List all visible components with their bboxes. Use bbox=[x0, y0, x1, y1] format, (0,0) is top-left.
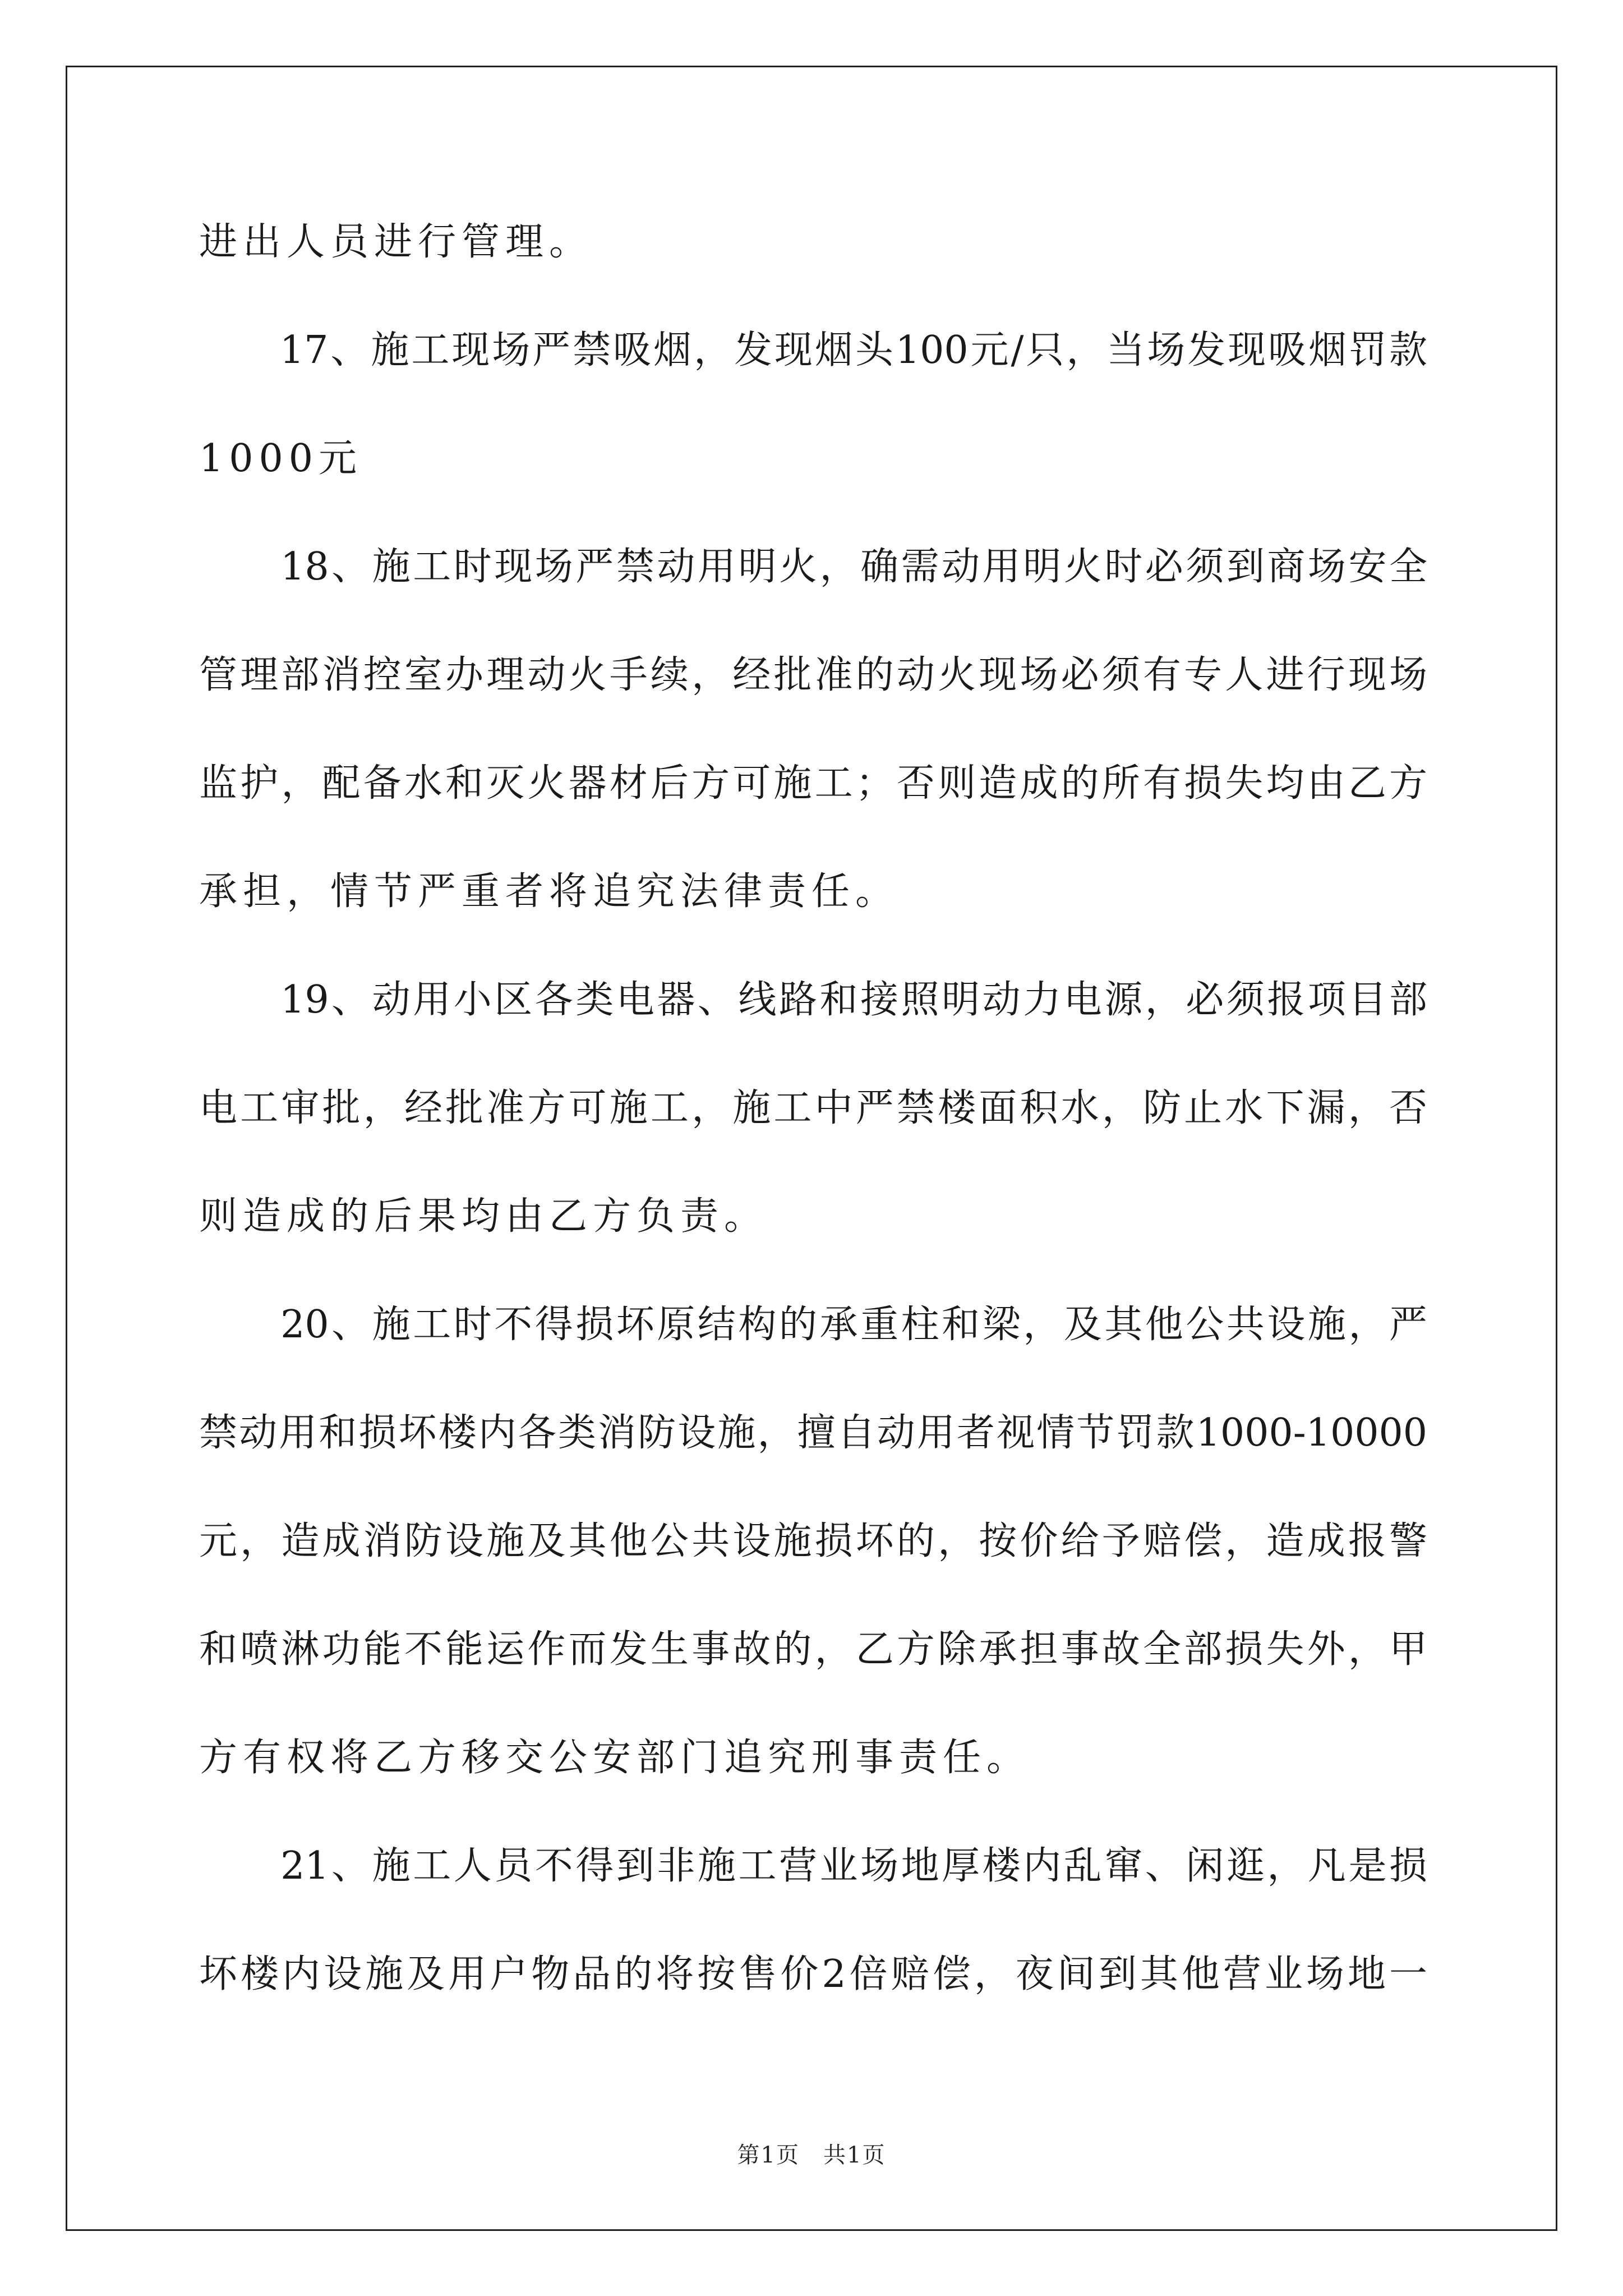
text-line: 元，造成消防设施及其他公共设施损坏的，按价给予赔偿，造成报警 bbox=[199, 1519, 1427, 1563]
text-line: 监护，配备水和灭火器材后方可施工；否则造成的所有损失均由乙方 bbox=[199, 761, 1427, 806]
text-line: 18、施工时现场严禁动用明火，确需动用明火时必须到商场安全 bbox=[199, 545, 1427, 589]
page-footer: 第1页 共1页 bbox=[737, 2142, 886, 2168]
text-line: 20、施工时不得损坏原结构的承重柱和梁，及其他公共设施，严 bbox=[199, 1303, 1427, 1347]
text-line: 则造成的后果均由乙方负责。 bbox=[199, 1194, 768, 1239]
text-line: 19、动用小区各类电器、线路和接照明动力电源，必须报项目部 bbox=[199, 978, 1427, 1022]
text-line: 和喷淋功能不能运作而发生事故的，乙方除承担事故全部损失外，甲 bbox=[199, 1627, 1427, 1672]
text-line: 禁动用和损坏楼内各类消防设施，擅自动用者视情节罚款1000-10000 bbox=[199, 1411, 1427, 1455]
text-line: 方有权将乙方移交公安部门追究刑事责任。 bbox=[199, 1736, 1031, 1780]
text-line: 承担，情节严重者将追究法律责任。 bbox=[199, 869, 900, 914]
text-line: 电工审批，经批准方可施工，施工中严禁楼面积水，防止水下漏，否 bbox=[199, 1086, 1427, 1130]
text-line: 1000元 bbox=[199, 436, 363, 481]
text-line: 管理部消控室办理动火手续，经批准的动火现场必须有专人进行现场 bbox=[199, 653, 1427, 697]
text-line: 17、施工现场严禁吸烟，发现烟头100元/只，当场发现吸烟罚款 bbox=[199, 328, 1427, 372]
text-line: 21、施工人员不得到非施工营业场地厚楼内乱窜、闲逛，凡是损 bbox=[199, 1844, 1427, 1888]
text-line: 坏楼内设施及用户物品的将按售价2倍赔偿，夜间到其他营业场地一 bbox=[199, 1952, 1427, 1996]
text-line: 进出人员进行管理。 bbox=[199, 220, 593, 264]
page-border bbox=[66, 66, 1557, 2231]
